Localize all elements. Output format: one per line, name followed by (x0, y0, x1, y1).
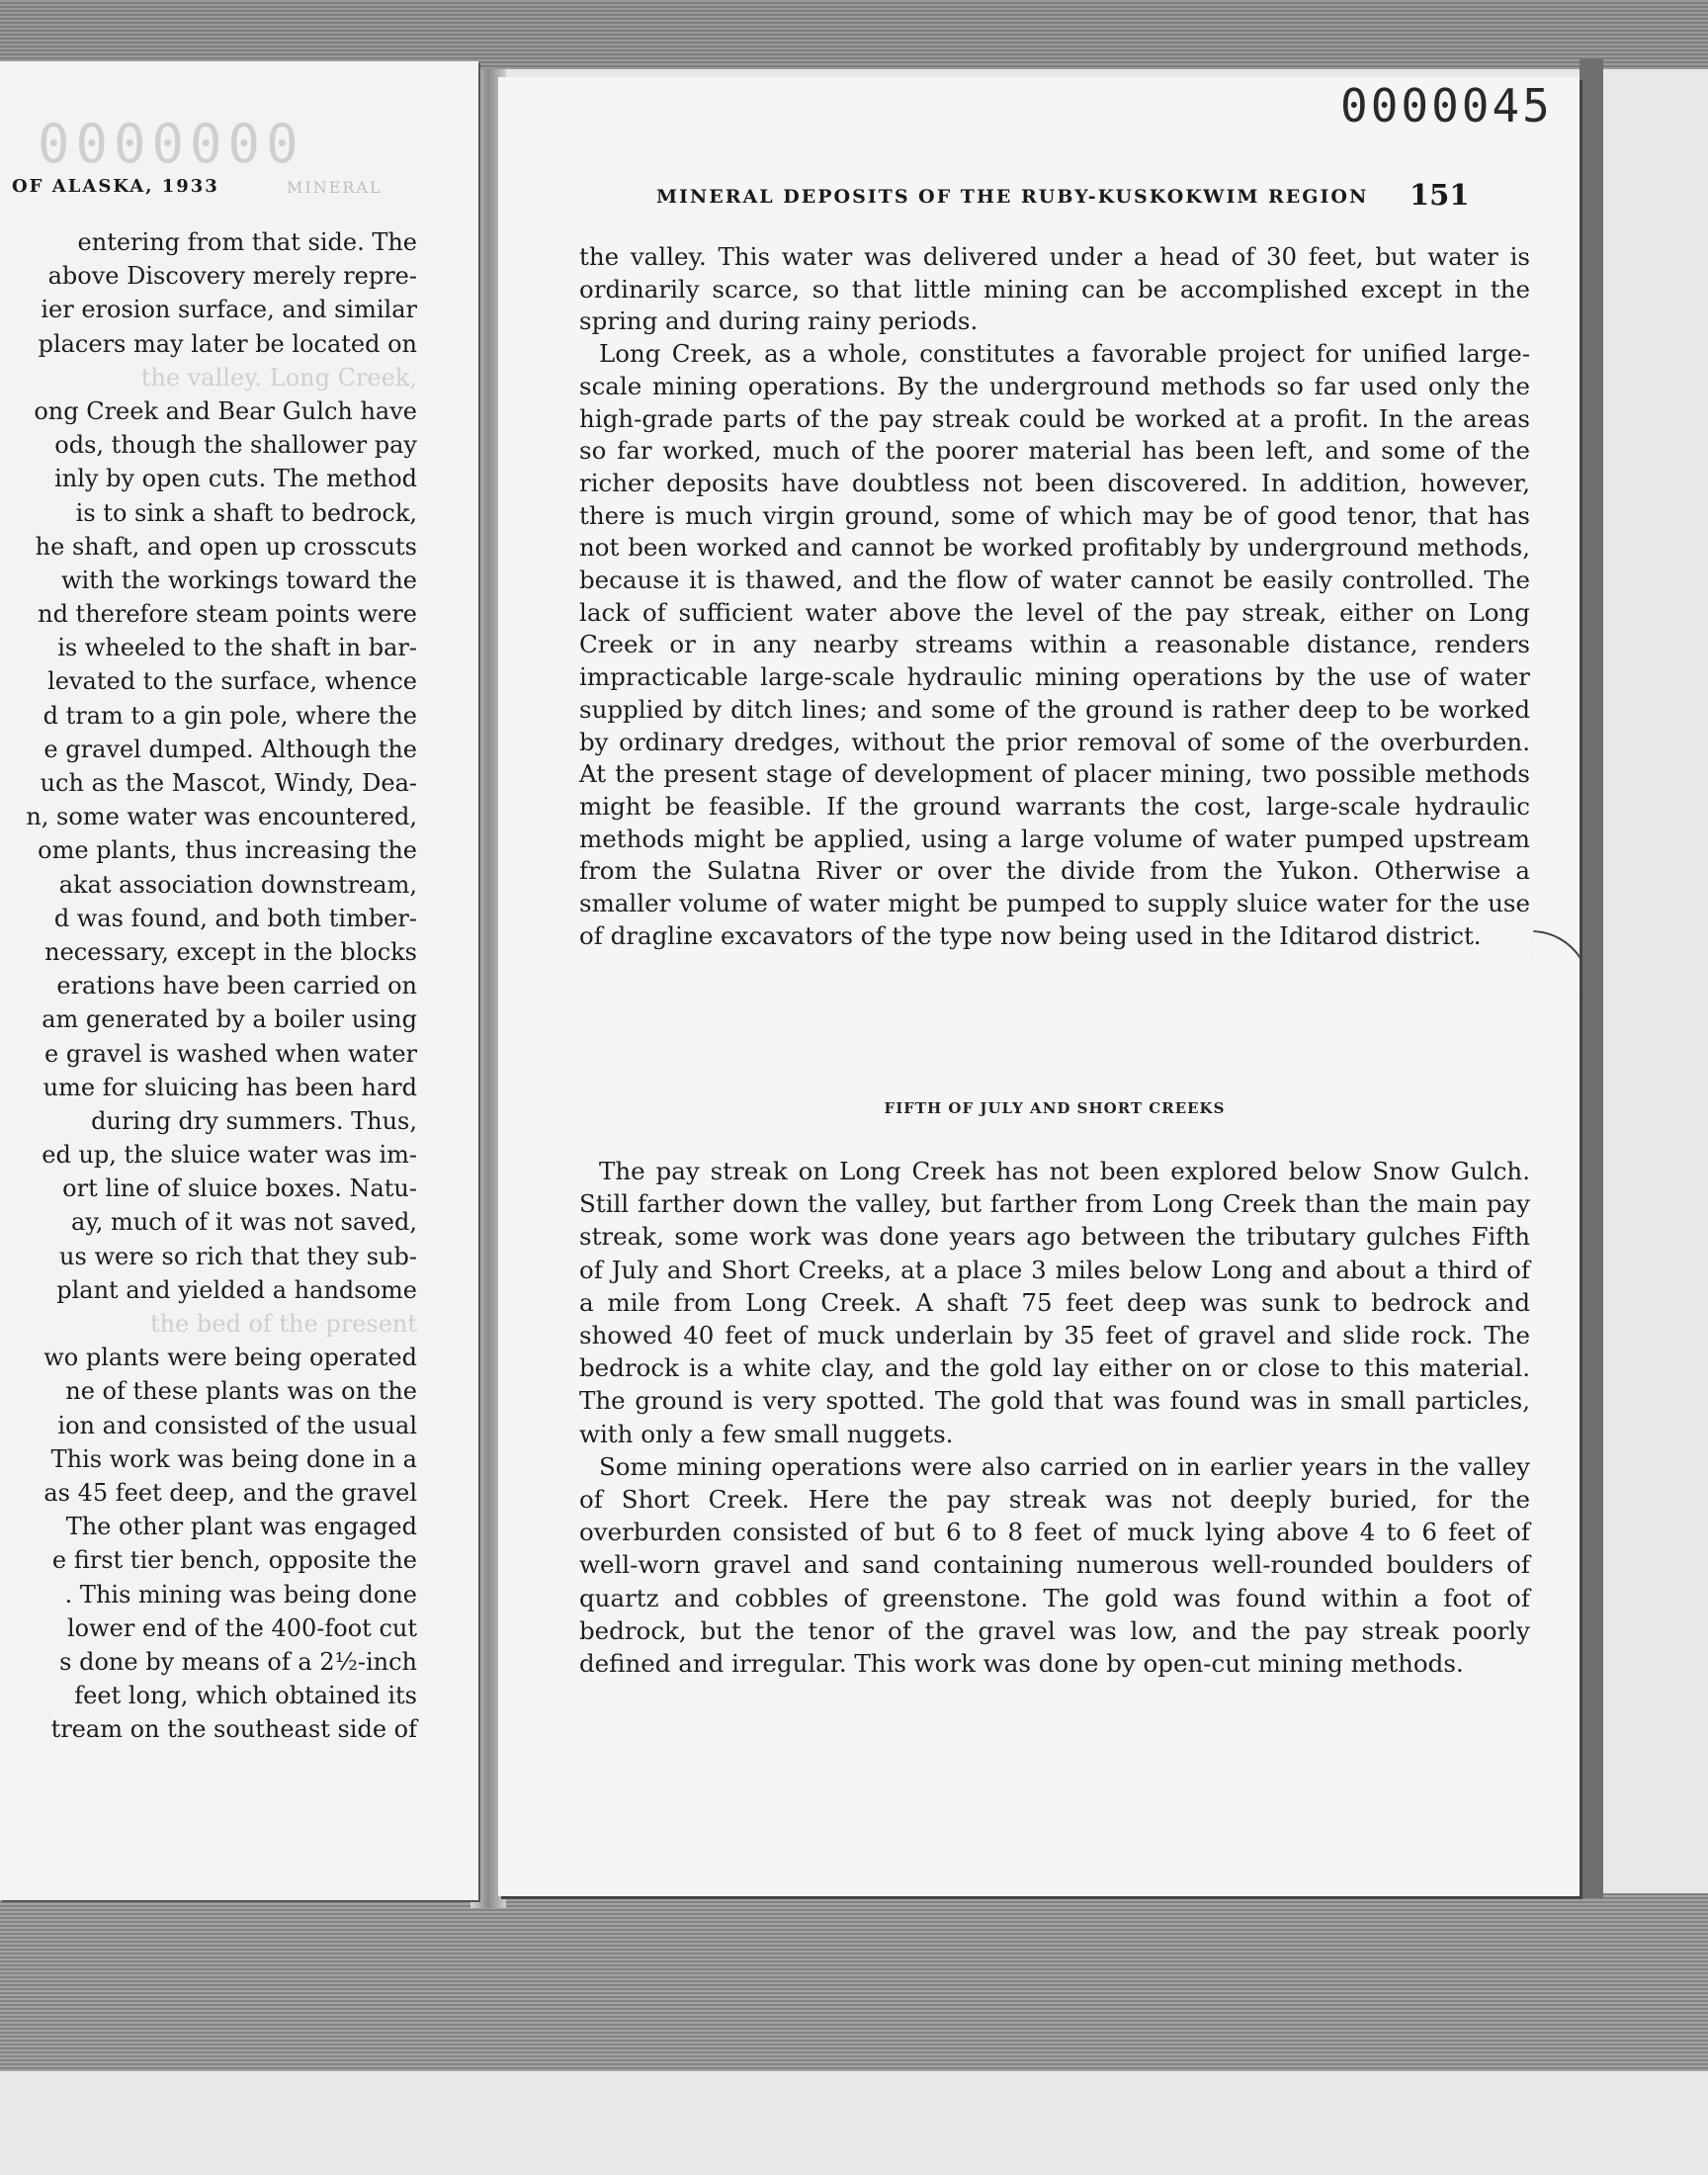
left-line: e gravel is washed when water (44, 1039, 417, 1068)
left-line: e gravel dumped. Although the (43, 735, 417, 763)
left-line: above Discovery merely repre- (47, 262, 417, 291)
left-running-head-bleed: MINERAL (287, 178, 383, 197)
left-line: entering from that side. The (77, 228, 417, 256)
left-line: d tram to a gin pole, where the (43, 701, 417, 730)
left-line: n, some water was encountered, (26, 803, 417, 831)
left-line: s done by means of a 2½-inch (59, 1647, 417, 1676)
left-line: with the workings toward the (60, 566, 417, 594)
left-line: during dry summers. Thus, (91, 1106, 417, 1135)
paragraph: Long Creek, as a whole, constitutes a favorable project for unified large-scale mining operations. By the underground methods so far used only the high-grade parts of the pay streak could be worked at a profit. In the areas so far worked, much of the poorer material has been left, and some of the richer deposits have doubtless not been discovered. In addition, however, there is much virgin ground, some of which may be of good tenor, that has not been worked and cannot be worked profitably by underground methods, because it is thawed, and the flow of water cannot be easily controlled. The lack of sufficient water above the level of the pay streak, either on Long Creek or in any nearby streams within a reasonable distance, renders impracticable large-scale hydraulic mining operations by the use of water supplied by ditch lines; and some of the ground is rather deep to be worked by ordinary dredges, without the prior removal of some of the overburden. At the present stage of development of placer mining, two possible methods might be feasible. If the ground warrants the cost, large-scale hydraulic methods might be applied, using a large volume of water pumped upstream from the Sulatna River or over the divide from the Yukon. Otherwise a smaller volume of water might be pumped to supply sluice water for the use of dragline excavators of the type now being used in the Iditarod district. (579, 339, 1530, 950)
page-stamp-number: 0000045 (1340, 79, 1553, 132)
left-page-text (0, 225, 417, 1746)
left-line: ome plants, thus increasing the (38, 836, 417, 865)
left-line: . This mining was being done (64, 1580, 417, 1609)
left-line: levated to the surface, whence (47, 667, 417, 696)
page-number: 151 (1409, 178, 1470, 212)
left-line: ort line of sluice boxes. Natu- (62, 1174, 417, 1203)
left-line: ed up, the sluice water was im- (42, 1141, 417, 1170)
left-line: lower end of the 400-foot cut (66, 1613, 417, 1642)
left-line: erations have been carried on (56, 972, 417, 1000)
paragraph: the valley. This water was delivered under a head of 30 feet, but water is ordinarily scarce, so that little mining can be accomplished except in the spring and during rainy periods. (579, 242, 1530, 336)
left-line: is to sink a shaft to bedrock, (75, 498, 417, 527)
left-line: necessary, except in the blocks (44, 937, 417, 966)
left-line: inly by open cuts. The method (54, 465, 417, 493)
left-running-head: OF ALASKA, 1933 (12, 176, 219, 197)
section-text (579, 1155, 1530, 1680)
left-line: he shaft, and open up crosscuts (35, 532, 417, 561)
left-line: e first tier bench, opposite the (51, 1546, 417, 1575)
left-line: ume for sluicing has been hard (43, 1073, 417, 1101)
left-line: ods, though the shallower pay (54, 431, 417, 460)
paragraph: The pay streak on Long Creek has not been explored below Snow Gulch. Still farther down the valley, but farther from Long Creek than the main pay streak, some work was done years ago between the tributary gulches Fifth of July and Short Creeks, at a place 3 miles below Long and about a third of a mile from Long Creek. A shaft 75 feet deep was sunk to bedrock and showed 40 feet of muck underlain by 35 feet of gravel and slide rock. The bedrock is a white clay, and the gold lay either on or close to this material. The ground is very spotted. The gold that was found was in small particles, with only a few small nuggets. (579, 1157, 1530, 1448)
left-line: wo plants were being operated (43, 1344, 417, 1372)
left-line: The other plant was engaged (65, 1513, 417, 1541)
pencil-mark (1527, 930, 1580, 998)
left-line: ion and consisted of the usual (57, 1411, 417, 1439)
left-line: am generated by a boiler using (42, 1005, 417, 1034)
left-page (0, 61, 478, 1900)
left-line: uch as the Mascot, Windy, Dea- (40, 769, 417, 797)
left-line: placers may later be located on (38, 329, 417, 358)
left-line: nd therefore steam points were (38, 600, 417, 629)
left-line: This work was being done in a (50, 1444, 417, 1473)
left-line: is wheeled to the shaft in bar- (57, 634, 417, 662)
left-line: ier erosion surface, and similar (41, 296, 417, 324)
left-line: d was found, and both timber- (53, 904, 417, 932)
left-line: plant and yielded a handsome (56, 1275, 417, 1304)
left-line: as 45 feet deep, and the gravel (43, 1478, 417, 1507)
body-text (579, 241, 1530, 952)
left-line: ong Creek and Bear Gulch have (34, 396, 417, 425)
left-line: ay, much of it was not saved, (71, 1208, 417, 1237)
left-line: akat association downstream, (58, 870, 417, 899)
paragraph: Some mining operations were also carried on in earlier years in the valley of Short Creek. Here the pay streak was not deeply buried, for the overburden consisted of but 6 to 8 feet of muck lying above 4 to 6 feet of well-worn gravel and sand containing numerous well-rounded boulders of quartz and cobbles of greenstone. The gold was found within a foot of bedrock, but the tenor of the gravel was low, and the pay streak poorly defined and irregular. This work was done by open-cut mining methods. (579, 1451, 1530, 1679)
left-line-faint: the bed of the present (149, 1310, 417, 1338)
scanner-shadow-right (1580, 59, 1603, 1898)
scanner-background-bottom (0, 1893, 1708, 2071)
left-line: tream on the southeast side of (50, 1715, 417, 1744)
scanner-background-top (0, 0, 1708, 69)
left-page-stamp: 0000000 (38, 113, 304, 175)
left-line-faint: the valley. Long Creek, (140, 363, 417, 392)
left-line: feet long, which obtained its (74, 1682, 417, 1710)
section-heading: FIFTH OF JULY AND SHORT CREEKS (884, 1099, 1226, 1117)
left-line: ne of these plants was on the (65, 1377, 417, 1406)
running-head: MINERAL DEPOSITS OF THE RUBY-KUSKOKWIM REGION (656, 186, 1369, 208)
right-page (498, 77, 1580, 1896)
left-line: us were so rich that they sub- (59, 1242, 417, 1270)
